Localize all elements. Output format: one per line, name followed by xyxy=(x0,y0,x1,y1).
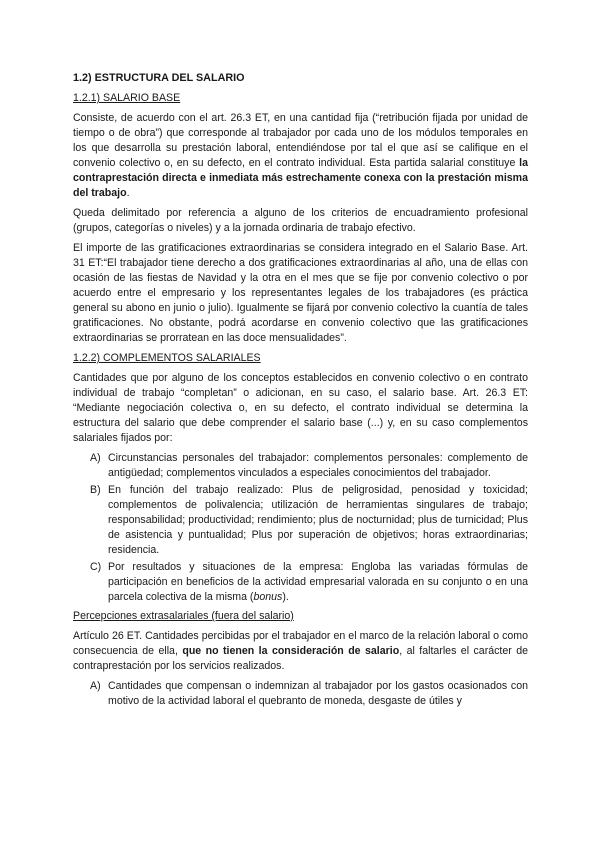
list-item xyxy=(73,679,528,709)
extrasalariales-text-c: , al faltarles el carácter de contraprestación por los servicios realizados. xyxy=(73,645,528,672)
complementos-list xyxy=(73,451,528,605)
list-marker: B) xyxy=(90,484,101,496)
list-marker: A) xyxy=(90,680,101,692)
list-item-text-a: Por resultados y situaciones de la empresa: Engloba las variadas fórmulas de participación en beneficios de la actividad empresarial valorada en su conjunto o en una parcela colectiva de la misma ( xyxy=(108,561,528,603)
list-item xyxy=(73,451,528,481)
list-item-text: Cantidades que compensan o indemnizan al trabajador por los gastos ocasionados con motivo de la actividad laboral el quebranto de moneda, desgaste de útiles y xyxy=(108,680,528,707)
list-item-text-b: ). xyxy=(282,591,289,603)
salario-base-paragraph-1 xyxy=(73,111,528,201)
list-item-text: Circunstancias personales del trabajador: complementos personales: complemento de antigüedad; complementos vinculados a especiales conocimientos del trabajador. xyxy=(108,452,528,479)
extrasalariales-heading: Percepciones extrasalariales (fuera del salario) xyxy=(73,610,294,622)
list-marker: A) xyxy=(90,452,101,464)
salario-base-paragraph-3: El importe de las gratificaciones extraordinarias se considera integrado en el Salario Base. Art. 31 ET:“El trabajador tiene derecho a dos gratificaciones extraordinarias al año, una de ellas con ocasión de las fiestas de Navidad y la otra en el mes que se fije por convenio colectivo o por acuerdo entre el empresario y los representantes legales de los trabajadores (es práctica general su abono en junio o julio). Igualmente se fijará por convenio colectivo la cuantía de tales gratificaciones. No obstante, podrá acordarse en convenio colectivo que las gratificaciones extraordinarias se prorratean en las doce mensualidades”. xyxy=(73,242,528,344)
section-title: 1.2) ESTRUCTURA DEL SALARIO xyxy=(73,72,245,84)
extrasalariales-paragraph xyxy=(73,629,528,674)
complementos-intro: Cantidades que por alguno de los conceptos establecidos en convenio colectivo o en contrato individual de trabajo “completan” o adicionan, en su caso, el salario base. Art. 26.3 ET: “Mediante negociación colectiva o, en su defecto, el contrato individual se determina la estructura del salario que debe comprender el salario base (...) y, en su caso complementos salariales fijados por: xyxy=(73,372,528,444)
list-item xyxy=(73,483,528,558)
complementos-heading: 1.2.2) COMPLEMENTOS SALARIALES xyxy=(73,352,261,364)
list-marker: C) xyxy=(90,561,102,573)
list-item-text: En función del trabajo realizado: Plus de peligrosidad, penosidad y toxicidad; complementos de polivalencia; utilización de herramientas singulares de trabajo; responsabilidad; productividad; rendimiento; plus de nocturnidad; plus de turnicidad; Plus de asistencia y puntualidad; Plus por superación de objetivos; horas extraordinarias; residencia. xyxy=(108,484,528,556)
salario-base-p1-bold: la contraprestación directa e inmediata más estrechamente conexa con la prestación misma del trabajo xyxy=(73,157,528,199)
document-content xyxy=(73,71,528,713)
extrasalariales-text-a: Artículo 26 ET. Cantidades percibidas por el trabajador en el marco de la relación laboral o como consecuencia de ella, xyxy=(73,630,528,657)
salario-base-p1-text-c: . xyxy=(126,187,130,199)
list-item-emphasis: bonus xyxy=(253,591,283,603)
salario-base-heading: 1.2.1) SALARIO BASE xyxy=(73,92,181,104)
list-item xyxy=(73,560,528,605)
salario-base-paragraph-2: Queda delimitado por referencia a alguno de los criterios de encuadramiento profesional (grupos, categorías o niveles) y a la jornada ordinaria de trabajo efectivo. xyxy=(73,207,528,234)
salario-base-p1-text-a: Consiste, de acuerdo con el art. 26.3 ET, en una cantidad fija (“retribución fijada por unidad de tiempo o de obra”) que corresponde al trabajador por cada uno de los módulos temporales en los que desarrolla su prestación laboral, entendiéndose por tal el que así se califique en el convenio colectivo o, en su defecto, en el contrato individual. Esta partida salarial constituye xyxy=(73,112,528,169)
extrasalariales-bold: que no tienen la consideración de salario xyxy=(182,645,400,657)
extrasalariales-list xyxy=(73,679,528,709)
